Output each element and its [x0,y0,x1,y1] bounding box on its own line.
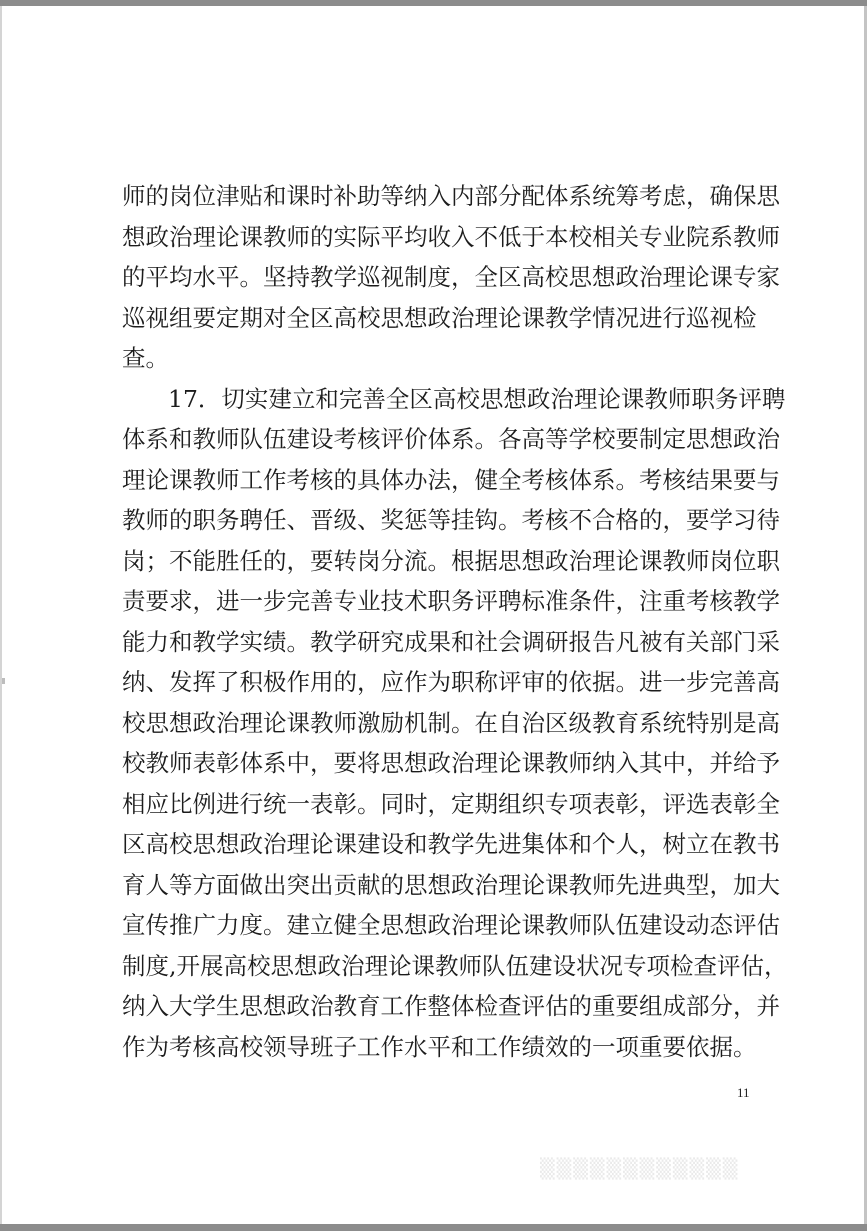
text-line: 相应比例进行统一表彰。同时，定期组织专项表彰，评选表彰全 [122,789,780,818]
document-page-body [122,176,788,1067]
text-line: 的平均水平。坚持教学巡视制度，全区高校思想政治理论课专家 [122,263,780,291]
text-line: 能力和教学实绩。教学研究成果和社会调研报告凡被有关部门采 [122,627,780,656]
page-edge-mark [2,678,5,684]
viewer-top-border [0,0,867,6]
text-line: 校教师表彰体系中，要将思想政治理论课教师纳入其中，并给予 [122,749,780,777]
viewer-left-border [0,6,2,1224]
text-line: 宣传推广力度。建立健全思想政治理论课教师队伍建设动态评估 [122,911,780,939]
faded-watermark: ▒▒▒▒▒▒▒▒▒▒▒▒ [540,1158,740,1180]
paragraph-continued [122,176,780,379]
paragraph-17 [122,379,788,1068]
text-line: 作为考核高校领导班子工作水平和工作绩效的一项重要依据。 [122,1032,757,1061]
text-line: 校思想政治理论课教师激励机制。在自治区级教育系统特别是高 [122,708,780,737]
text-line: 理论课教师工作考核的具体办法，健全考核体系。考核结果要与 [122,465,780,494]
text-line: 查。 [122,344,169,372]
text-line: 育人等方面做出突出贡献的思想政治理论课教师先进典型，加大 [122,870,780,899]
text-line: 纳、发挥了积极作用的，应作为职称评审的依据。进一步完善高 [122,668,780,696]
text-line: 巡视组要定期对全区高校思想政治理论课教学情况进行巡视检 [122,303,757,332]
text-line: 纳入大学生思想政治教育工作整体检查评估的重要组成部分，并 [122,992,780,1020]
paragraph-first-line: 17．切实建立和完善全区高校思想政治理论课教师职务评聘 [168,384,786,413]
text-line: 制度,开展高校思想政治理论课教师队伍建设状况专项检查评估， [122,951,788,980]
text-line: 责要求，进一步完善专业技术职务评聘标准条件，注重考核教学 [122,587,780,615]
text-line: 教师的职务聘任、晋级、奖惩等挂钩。考核不合格的，要学习待 [122,506,780,534]
page-number: 11 [737,1085,750,1100]
text-line: 岗；不能胜任的，要转岗分流。根据思想政治理论课教师岗位职 [122,546,780,575]
text-line: 区高校思想政治理论课建设和教学先进集体和个人，树立在教书 [122,830,780,858]
viewer-bottom-border [0,1224,867,1231]
text-line: 体系和教师队伍建设考核评价体系。各高等学校要制定思想政治 [122,425,780,453]
text-line: 想政治理论课教师的实际平均收入不低于本校相关专业院系教师 [122,222,780,251]
text-line: 师的岗位津贴和课时补助等纳入内部分配体系统筹考虑，确保思 [122,182,780,210]
